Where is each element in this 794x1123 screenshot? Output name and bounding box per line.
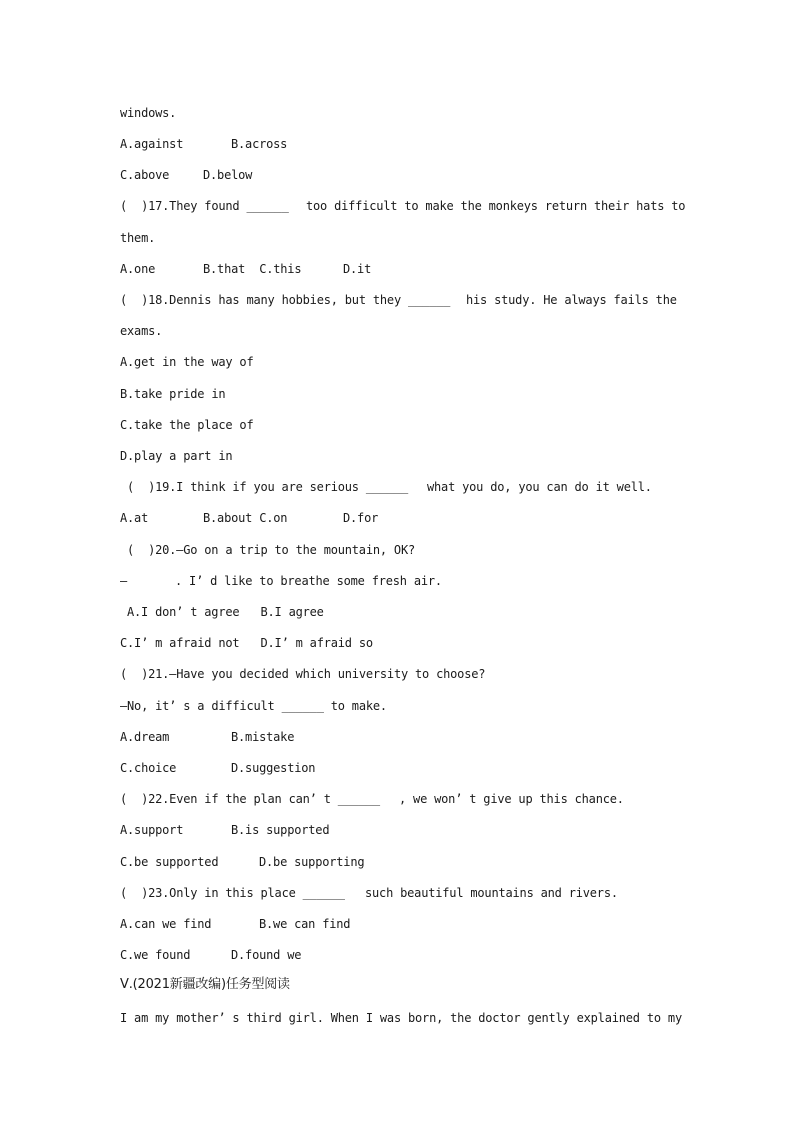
option-line: D.for [343,511,379,525]
dialogue-line-cont: . I’ d like to breathe some fresh air. [175,574,442,588]
text-line: windows. [120,106,177,120]
option-line: C.take the place of [120,418,254,432]
option-line: B.mistake [231,730,295,744]
option-line: A.one [120,262,156,276]
text-line: exams. [120,324,163,338]
option-line: D.be supporting [259,855,365,869]
question-23: ( )23.Only in this place ______ [120,886,345,900]
question-19-cont: what you do, you can do it well. [427,480,652,494]
text-line: them. [120,231,156,245]
option-line: A.dream [120,730,170,744]
question-22: ( )22.Even if the plan can’ t ______ [120,792,380,806]
question-22-cont: , we won’ t give up this chance. [399,792,624,806]
question-17-cont: too difficult to make the monkeys return their hats to [306,199,686,213]
option-line: C.we found [120,948,191,962]
option-line: C.above [120,168,170,182]
option-line: C.I’ m afraid not D.I’ m afraid so [120,636,373,650]
option-line: D.below [203,168,253,182]
option-line: B.about C.on [203,511,288,525]
option-line: B.take pride in [120,387,226,401]
question-19: ( )19.I think if you are serious ______ [127,480,408,494]
option-line: A.get in the way of [120,355,254,369]
option-line: D.suggestion [231,761,316,775]
option-line: D.it [343,262,372,276]
option-line: B.we can find [259,917,351,931]
option-line: C.choice [120,761,177,775]
option-line: A.can we find [120,917,212,931]
option-line: B.is supported [231,823,330,837]
option-line: A.at [120,511,149,525]
option-line: B.that C.this [203,262,302,276]
question-21: ( )21.—Have you decided which university to choose? [120,667,486,681]
dialogue-line: — [120,574,128,588]
dialogue-line: —No, it’ s a difficult ______ to make. [120,699,387,713]
option-line: A.I don’ t agree B.I agree [127,605,324,619]
question-23-cont: such beautiful mountains and rivers. [365,886,618,900]
section-heading: Ⅴ.(2021新疆改编)任务型阅读 [120,977,290,992]
option-line: C.be supported [120,855,219,869]
option-line: D.play a part in [120,449,233,463]
passage-line: I am my mother’ s third girl. When I was born, the doctor gently explained to my [120,1011,682,1025]
option-line: A.support [120,823,184,837]
option-line: A.against [120,137,184,151]
question-18-cont: his study. He always fails the [466,293,677,307]
question-20: ( )20.—Go on a trip to the mountain, OK? [127,543,416,557]
question-17: ( )17.They found ______ [120,199,289,213]
option-line: B.across [231,137,288,151]
question-18: ( )18.Dennis has many hobbies, but they ______ [120,293,451,307]
option-line: D.found we [231,948,302,962]
